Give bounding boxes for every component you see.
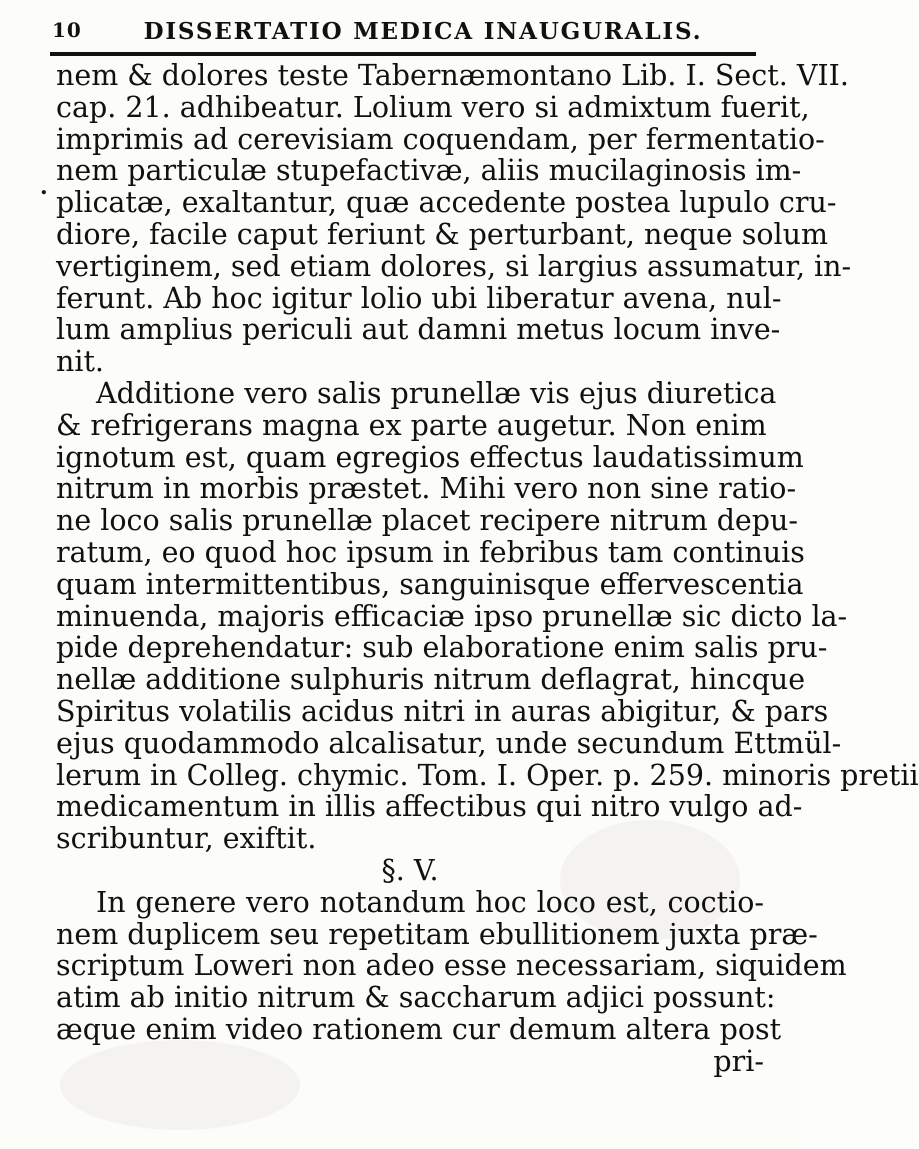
text-line: nem duplicem seu repetitam ebullitionem juxta præ- xyxy=(56,917,818,951)
text-line: æque enim video rationem cur demum altera post xyxy=(56,1012,782,1046)
text-line: ignotum est, quam egregios effectus laudatissimum xyxy=(56,440,804,474)
text-line: diore, facile caput feriunt & perturbant, neque solum xyxy=(56,217,829,251)
text-line: imprimis ad cerevisiam coquendam, per fermentatio- xyxy=(56,122,825,156)
section-heading: §. V. xyxy=(381,853,439,887)
text-line: lum amplius periculi aut damni metus locum inve- xyxy=(56,313,781,347)
text-line: quam intermittentibus, sanguinisque effervescentia xyxy=(56,567,804,601)
page-number: 10 xyxy=(52,18,82,42)
running-head: DISSERTATIO MEDICA INAUGURALIS. xyxy=(143,18,703,45)
text-line: & refrigerans magna ex parte augetur. Non enim xyxy=(56,408,767,442)
text-line: Spiritus volatilis acidus nitri in auras abigitur, & pars xyxy=(56,694,829,728)
text-line: lerum in Colleg. chymic. Tom. I. Oper. p. 259. minoris pretii xyxy=(56,758,919,792)
catchword: pri- xyxy=(713,1044,764,1078)
text-line: ferunt. Ab hoc igitur lolio ubi liberatur avena, nul- xyxy=(56,281,782,315)
text-line: medicamentum in illis affectibus qui nitro vulgo ad- xyxy=(56,790,803,824)
text-line: scribuntur, exiftit. xyxy=(56,822,317,856)
header-rule xyxy=(50,52,756,56)
text-line: nem particulæ stupefactivæ, aliis mucilaginosis im- xyxy=(56,154,802,188)
text-line: plicatæ, exaltantur, quæ accedente postea lupulo cru- xyxy=(56,186,837,220)
text-line: minuenda, majoris efficaciæ ipso prunellæ sic dicto la- xyxy=(56,599,848,633)
body-text xyxy=(56,59,919,1078)
text-line: ejus quodammodo alcalisatur, unde secundum Ettmül- xyxy=(56,726,842,760)
text-line: vertiginem, sed etiam dolores, si largius assumatur, in- xyxy=(56,249,852,283)
text-line: scriptum Loweri non adeo esse necessariam, siquidem xyxy=(56,949,847,983)
text-line: nitrum in morbis præstet. Mihi vero non sine ratio- xyxy=(56,472,797,506)
text-line: ratum, eo quod hoc ipsum in febribus tam continuis xyxy=(56,535,805,569)
page-header xyxy=(50,18,756,56)
text-line: nem & dolores teste Tabernæmontano Lib. I. Sect. VII. xyxy=(56,59,849,92)
text-line: ne loco salis prunellæ placet recipere nitrum depu- xyxy=(56,504,799,538)
text-line: nellæ additione sulphuris nitrum deflagrat, hincque xyxy=(56,663,806,697)
margin-mark: . xyxy=(40,174,48,200)
text-line: pide deprehendatur: sub elaboratione enim salis pru- xyxy=(56,631,828,665)
text-line: nit. xyxy=(56,345,104,379)
text-line: atim ab initio nitrum & saccharum adjici possunt: xyxy=(56,981,776,1015)
text-line: Additione vero salis prunellæ vis ejus diuretica xyxy=(96,376,777,410)
text-line: In genere vero notandum hoc loco est, coctio- xyxy=(96,885,764,919)
text-line: cap. 21. adhibeatur. Lolium vero si admixtum fuerit, xyxy=(56,90,810,124)
